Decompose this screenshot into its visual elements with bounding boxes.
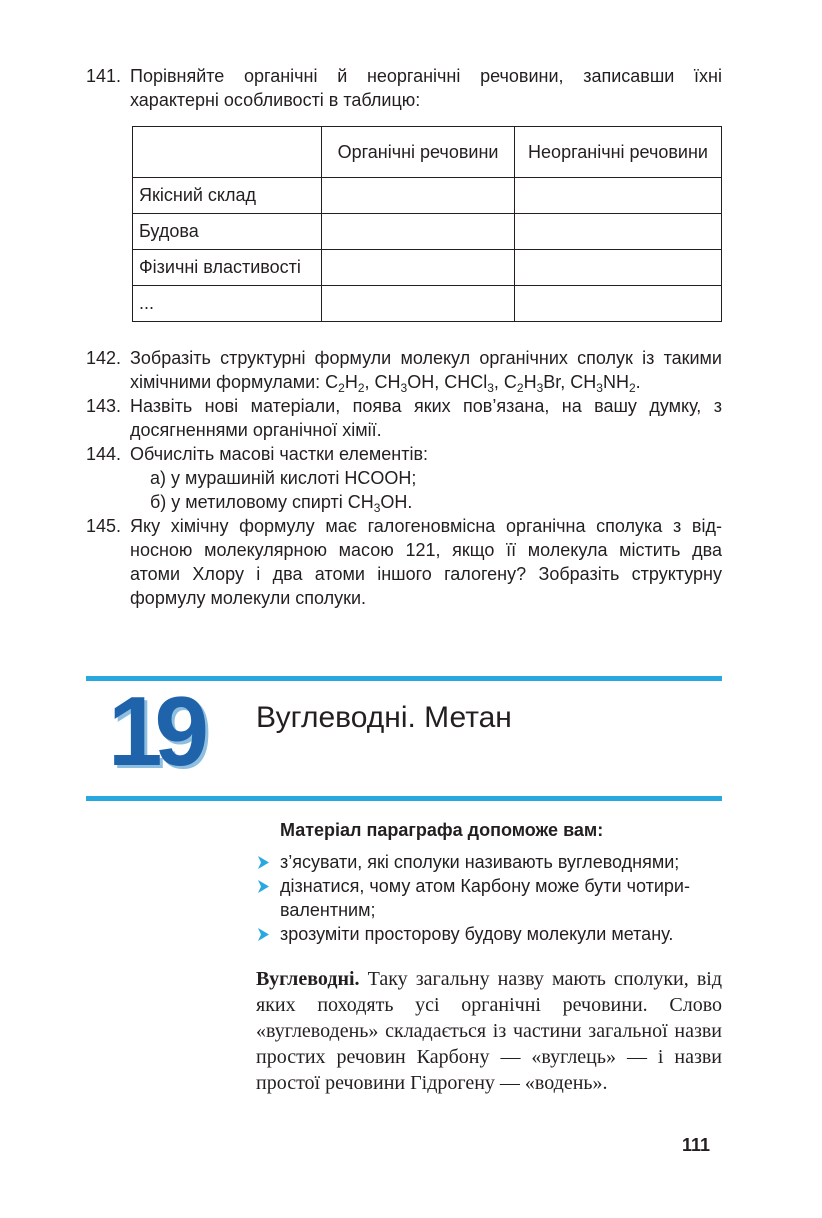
- table-row: [133, 178, 722, 214]
- task-text: [130, 346, 722, 394]
- task-number: 144.: [86, 444, 122, 464]
- table-cell: [322, 286, 515, 322]
- table-row-label: Якісний склад: [133, 178, 322, 214]
- paragraph-text: Таку загальну назву мають сполуки, від яких походять усі органічні речовини. Слово «вуглеводень» складається із частини загальної назви простих речовин Карбону — «вуглець» — і назви простої речовини Гідрогену — «водень».: [256, 968, 722, 1094]
- task-text: Яку хімічну формулу має галогеновмісна органічна сполука з відносною молекулярною масою 121, якщо її молекула містить два атоми Хлору і два атоми іншого галогену? Зобразіть структурну формулу молекули сполуки.: [130, 516, 722, 608]
- list-item: [256, 850, 726, 874]
- table-cell: [322, 214, 515, 250]
- table-cell: [515, 214, 722, 250]
- chemical-formulas: $C_2H_2$, $CH_3OH$, CHCl$_3$, $C_2H_3Br$, $CH_3NH_2$.: [325, 372, 641, 395]
- table-cell: [322, 250, 515, 286]
- table-row-label: Фізичні властивості: [133, 250, 322, 286]
- chevron-right-icon: [256, 879, 271, 894]
- comparison-table: [132, 126, 722, 322]
- task-text: Назвіть нові матеріали, поява яких пов’язана, на вашу думку, з досягненнями органічної хімії.: [130, 396, 722, 440]
- task-subitem-b: б) у метиловому спирті $CH_3OH$.: [150, 492, 413, 515]
- table-row: [133, 286, 722, 322]
- task-number: 142.: [86, 348, 122, 368]
- table-row-label: ...: [133, 286, 322, 322]
- task-141: [86, 64, 722, 112]
- chevron-right-icon: [256, 855, 271, 870]
- body-paragraph: [256, 966, 722, 1096]
- task-number: 145.: [86, 516, 122, 536]
- subitem-b-end: OH.: [380, 492, 413, 512]
- task-number: 141.: [86, 66, 122, 86]
- subitem-b-text: б) у метиловому спирті CH: [150, 492, 374, 512]
- table-header-cell: [133, 127, 322, 178]
- goals-heading: Матеріал параграфа допоможе вам:: [280, 820, 604, 840]
- task-145: [86, 514, 722, 610]
- goal-text: зрозуміти просторову будову молекули метану.: [280, 924, 674, 944]
- table-cell: [322, 178, 515, 214]
- table-row: [133, 214, 722, 250]
- table-cell: [515, 286, 722, 322]
- task-subitem-a: а) у мурашиній кислоті HCOOH;: [150, 468, 417, 488]
- page-number: 111: [682, 1135, 711, 1155]
- task-text: Порівняйте органічні й неорганічні речовини, записавши їхні характерні особливості в таблицю:: [130, 66, 722, 110]
- table-header-cell: Органічні речовини: [322, 127, 515, 178]
- chapter-title: Вуглеводні. Метан: [256, 701, 512, 734]
- task-text-body: Зобразіть структурні формули молекул органічних сполук із такими хімічними формулами:: [130, 348, 722, 392]
- table-cell: [515, 250, 722, 286]
- task-142: [86, 346, 722, 394]
- table-row-label: Будова: [133, 214, 322, 250]
- task-text: Обчисліть масові частки елементів:: [130, 444, 429, 464]
- goal-text: з’ясувати, які сполуки називають вуглеводнями;: [280, 852, 680, 872]
- task-number: 143.: [86, 396, 122, 416]
- learning-goals: [256, 818, 726, 946]
- table-header-cell: Неорганічні речовини: [515, 127, 722, 178]
- list-item: [256, 874, 726, 922]
- task-144: [86, 442, 722, 514]
- table-cell: [515, 178, 722, 214]
- table-header-row: [133, 127, 722, 178]
- chevron-right-icon: [256, 927, 271, 942]
- table-row: [133, 250, 722, 286]
- task-143: [86, 394, 722, 442]
- paragraph-term: Вуглеводні.: [256, 968, 360, 990]
- list-item: [256, 922, 726, 946]
- chapter-bottom-rule: [86, 796, 722, 801]
- goal-text: дізнатися, чому атом Карбону може бути чотиривалентним;: [280, 876, 690, 920]
- chapter-number: 19: [108, 676, 202, 786]
